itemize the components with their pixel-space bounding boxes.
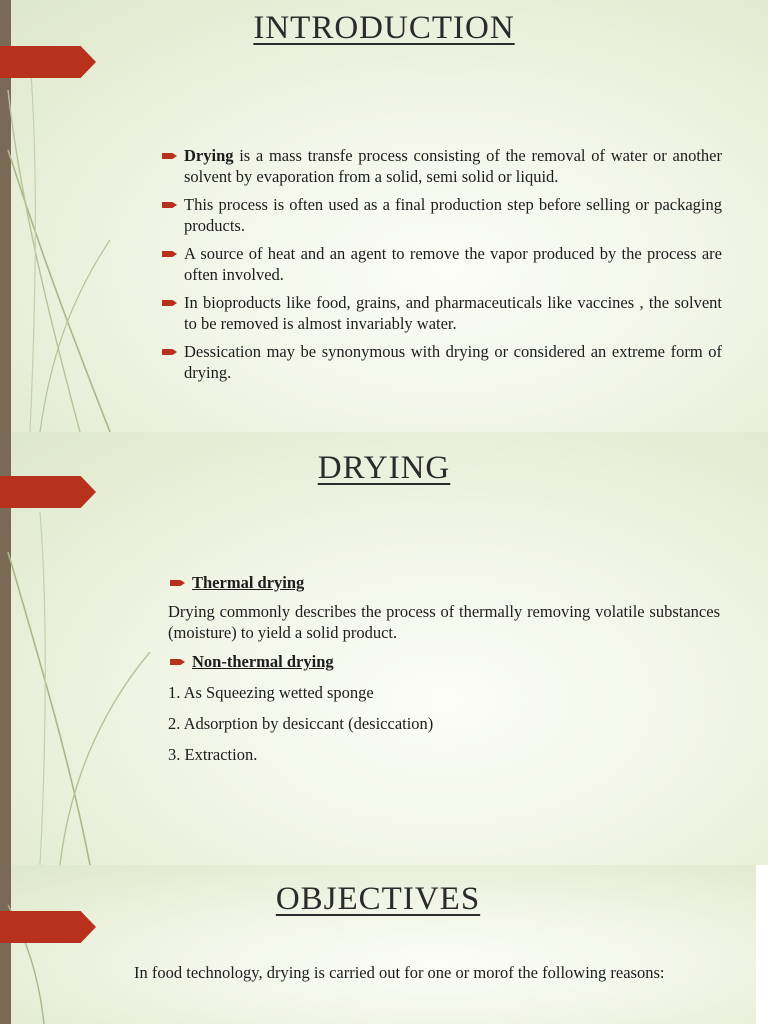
title-arrow-tab bbox=[0, 46, 96, 78]
bullet-text: Dessication may be synonymous with drying or considered an extreme form of drying. bbox=[184, 342, 722, 382]
slide-title: INTRODUCTION bbox=[253, 10, 515, 46]
bullet-arrow-icon bbox=[162, 300, 177, 306]
drying-content bbox=[168, 572, 720, 765]
bullet-text: In bioproducts like food, grains, and pharmaceuticals like vaccines , the solvent to be removed is almost invariably water. bbox=[184, 293, 722, 333]
bullet-arrow-icon bbox=[170, 659, 185, 665]
list-item bbox=[160, 292, 722, 334]
list-item bbox=[160, 341, 722, 383]
bullet-list bbox=[160, 145, 722, 390]
bullet-term: Drying bbox=[184, 146, 234, 165]
bullet-text: This process is often used as a final production step before selling or packaging products. bbox=[184, 195, 722, 235]
list-item bbox=[160, 145, 722, 187]
list-item: 1. As Squeezing wetted sponge bbox=[168, 683, 374, 702]
slide-drying bbox=[0, 432, 768, 865]
slide-title: DRYING bbox=[317, 450, 451, 486]
slide-title: OBJECTIVES bbox=[275, 881, 481, 917]
objectives-text: In food technology, drying is carried out for one or morof the following reasons: bbox=[134, 963, 665, 982]
bullet-text: A source of heat and an agent to remove the vapor produced by the process are often involved. bbox=[184, 244, 722, 284]
list-item: 3. Extraction. bbox=[168, 745, 258, 764]
bullet-arrow-icon bbox=[162, 349, 177, 355]
bullet-arrow-icon bbox=[162, 153, 177, 159]
thermal-paragraph: Drying commonly describes the process of thermally removing volatile substances (moisture) to yield a solid product. bbox=[168, 602, 720, 642]
list-item bbox=[160, 243, 722, 285]
bullet-arrow-icon bbox=[162, 251, 177, 257]
slide-introduction bbox=[0, 0, 768, 432]
slide-objectives bbox=[0, 865, 756, 1024]
list-item: 2. Adsorption by desiccant (desiccation) bbox=[168, 714, 434, 733]
list-item bbox=[160, 194, 722, 236]
thermal-heading bbox=[168, 572, 720, 593]
nonthermal-heading bbox=[168, 651, 720, 672]
nonthermal-heading-text: Non-thermal drying bbox=[192, 652, 334, 671]
bullet-arrow-icon bbox=[170, 580, 185, 586]
thermal-heading-text: Thermal drying bbox=[192, 573, 305, 592]
bullet-arrow-icon bbox=[162, 202, 177, 208]
bullet-text: is a mass transfe process consisting of the removal of water or another solvent by evaporation from a solid, semi solid or liquid. bbox=[184, 146, 722, 186]
